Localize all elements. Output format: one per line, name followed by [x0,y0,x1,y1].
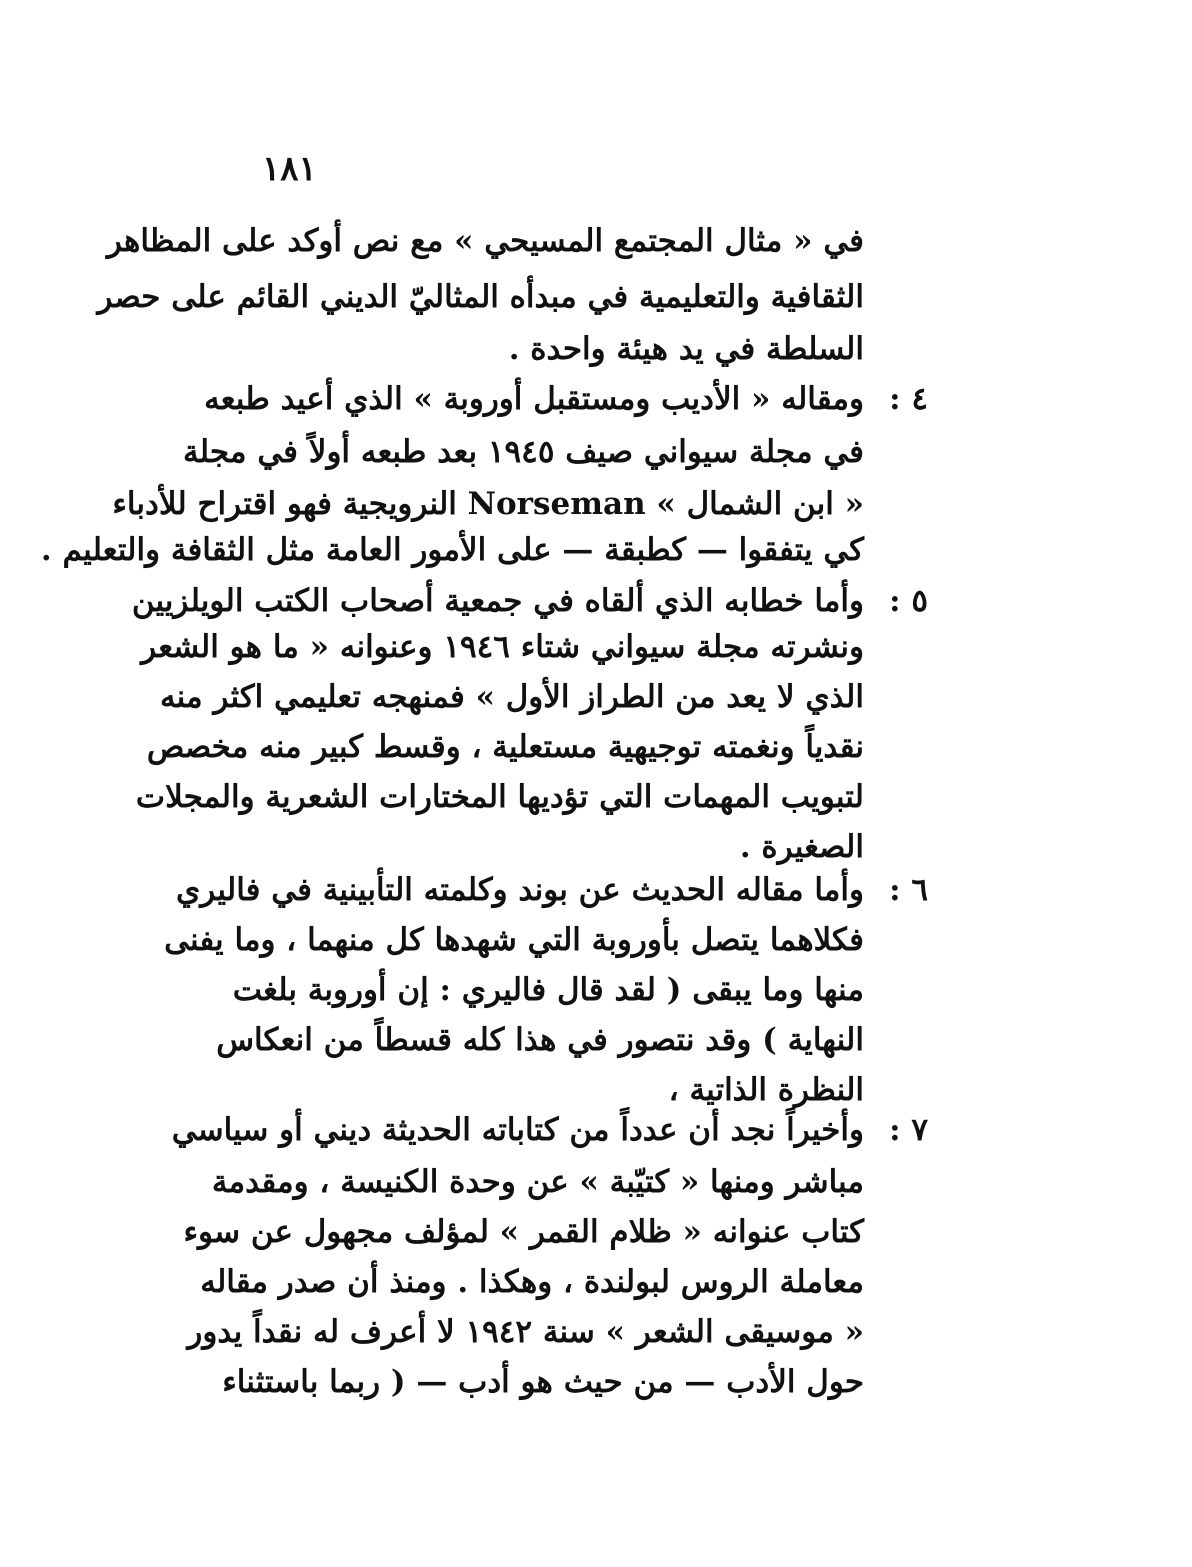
item-number: ٤ : [889,381,928,417]
item-number: ٥ : [889,583,928,619]
paragraph-line: نقدياً ونغمته توجيهية مستعلية ، وقسط كبير منه مخصص [146,729,864,765]
paragraph-line: وأما خطابه الذي ألقاه في جمعية أصحاب الكتب الويلزيين [131,583,864,619]
paragraph-line: وأما مقاله الحديث عن بوند وكلمته التأبينية في فاليري [176,872,864,908]
paragraph-line: كتاب عنوانه « ظلام القمر » لمؤلف مجهول عن سوء [183,1214,864,1250]
paragraph-line: النظرة الذاتية ، [668,1072,864,1108]
paragraph-line: حول الأدب — من حيث هو أدب — ( ربما باستثناء [222,1364,864,1400]
paragraph-line: معاملة الروس لبولندة ، وهكذا . ومنذ أن صدر مقاله [200,1264,864,1300]
paragraph-line: ونشرته مجلة سيواني شتاء ١٩٤٦ وعنوانه « ما هو الشعر [141,629,864,665]
paragraph-line: مباشر ومنها « كتيّبة » عن وحدة الكنيسة ، ومقدمة [211,1164,864,1200]
paragraph-line: ومقاله « الأديب ومستقبل أوروبة » الذي أعيد طبعه [204,381,864,417]
paragraph-line: لتبويب المهمات التي تؤديها المختارات الشعرية والمجلات [135,779,864,815]
paragraph-line: النهاية ) وقد نتصور في هذا كله قسطاً من انعكاس [216,1022,864,1058]
paragraph-line: فكلاهما يتصل بأوروبة التي شهدها كل منهما ، وما يفنى [164,922,864,958]
paragraph-line: في مجلة سيواني صيف ١٩٤٥ بعد طبعه أولاً في مجلة [183,434,864,470]
paragraph-line: « ابن الشمال » Norseman النرويجية فهو اقتراح للأدباء [112,486,864,522]
paragraph-line: كي يتفقوا — كطبقة — على الأمور العامة مثل الثقافة والتعليم . [40,532,864,568]
paragraph-line: « موسيقى الشعر » سنة ١٩٤٢ لا أعرف له نقداً يدور [187,1314,864,1350]
paragraph-line: الذي لا يعد من الطراز الأول » فمنهجه تعليمي اكثر منه [160,679,864,715]
intro-line: الثقافية والتعليمية في مبدأه المثاليّ الديني القائم على حصر [97,279,864,315]
intro-line: في « مثال المجتمع المسيحي » مع نص أوكد على المظاهر [106,223,864,259]
paragraph-line: الصغيرة . [739,829,864,865]
paragraph-line: وأخيراً نجد أن عدداً من كتاباته الحديثة ديني أو سياسي [171,1112,864,1148]
item-number: ٧ : [889,1112,928,1148]
intro-line: السلطة في يد هيئة واحدة . [508,331,864,367]
paragraph-line: منها وما يبقى ( لقد قال فاليري : إن أوروبة بلغت [232,972,864,1008]
page-number: ١٨١ [262,149,317,189]
item-number: ٦ : [889,872,928,908]
